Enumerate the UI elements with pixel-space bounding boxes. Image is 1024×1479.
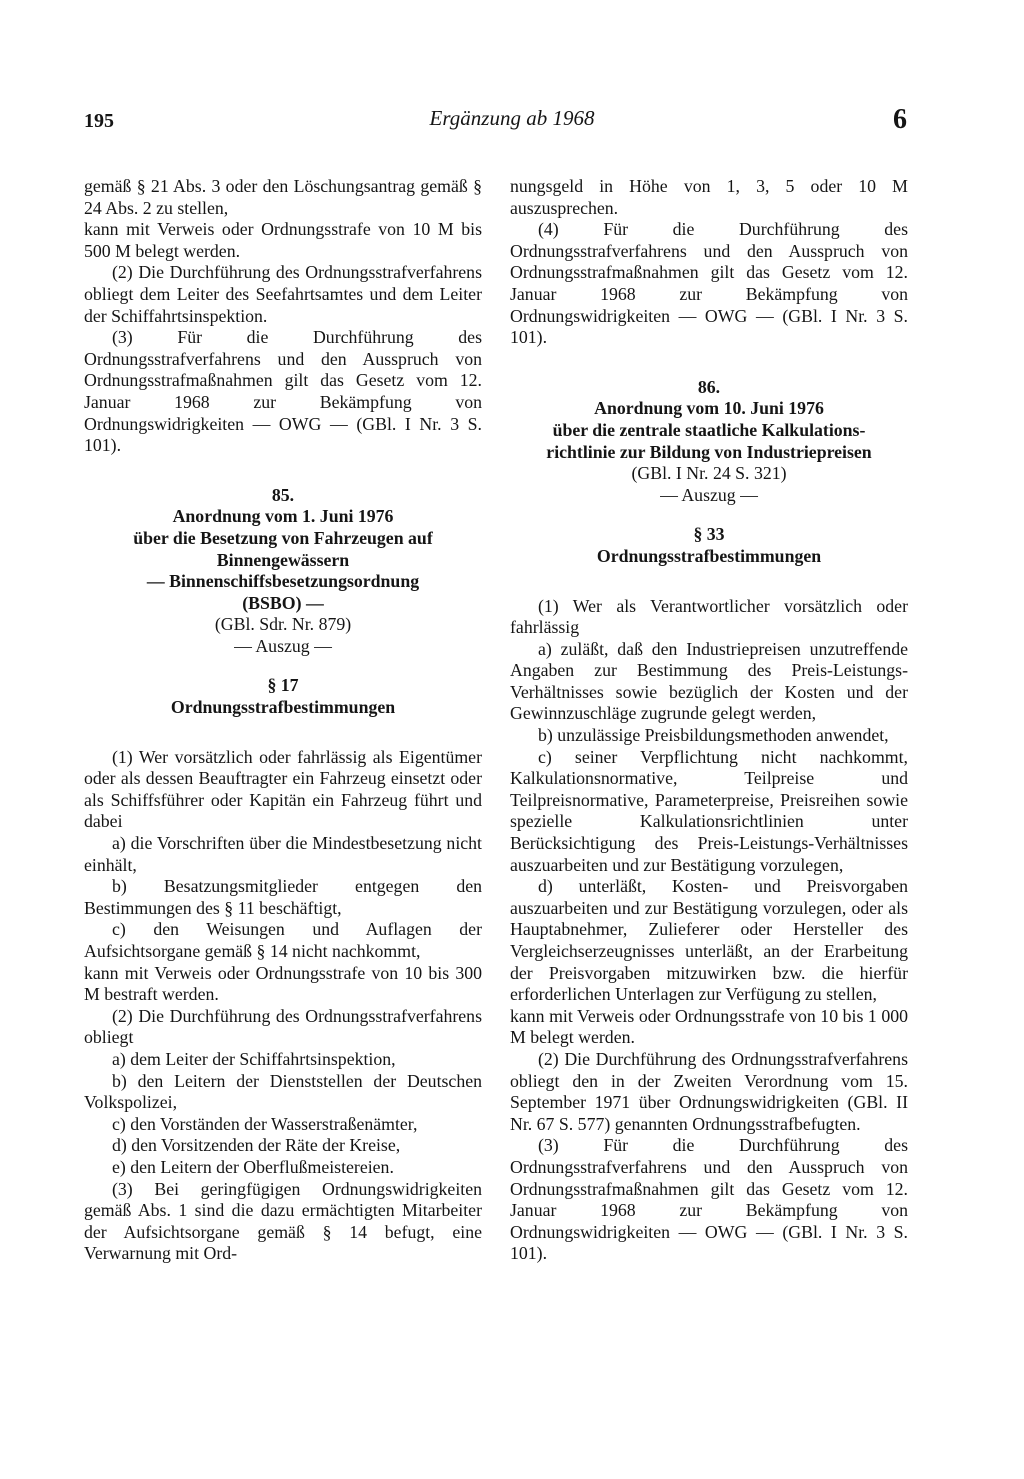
list-item: c) seiner Verpflichtung nicht nachkommt, Kalkulationsnormative, Teilpreise und Teilpreisnormative, Parameterpreise, Preisreihen sowie spezielle Kalkulationsrichtlinien unter Berücksichtigung des Preis-Leistungs-Verhältnisses auszuarbeiten und zur Bestätigung vorzulegen, <box>510 746 908 875</box>
section-heading <box>84 675 482 718</box>
paragraph: kann mit Verweis oder Ordnungsstrafe von 10 bis 1 000 M belegt werden. <box>510 1005 908 1048</box>
list-item: c) den Weisungen und Auflagen der Aufsichtsorgane gemäß § 14 nicht nachkommt, <box>84 919 482 961</box>
act-excerpt-note: — Auszug — <box>234 635 332 656</box>
list-item: d) unterläßt, Kosten- und Preisvorgaben auszuarbeiten und zur Bestätigung vorzulegen, oder als Hauptabnehmer, Zulieferer oder Hersteller des Vergleichserzeugnisses unterläßt, an der Erarbeitung der Preisvorgaben mitzuwirken bzw. die hierfür erforderlichen Unterlagen zur Verfügung zu stellen, <box>510 876 908 1005</box>
act-number: 86. <box>697 376 721 397</box>
page-header <box>0 104 1024 140</box>
act-title-line: — Binnenschiffsbesetzungsordnung <box>146 571 420 592</box>
list-item: a) die Vorschriften über die Mindestbesetzung nicht einhält, <box>84 833 482 875</box>
paragraph: (2) Die Durchführung des Ordnungsstrafverfahrens obliegt den in der Zweiten Verordnung vom 15. September 1971 über Ordnungswidrigkeiten (GBl. II Nr. 67 S. 577) genannten Ordnungsstrafbefugten. <box>510 1048 908 1134</box>
act-source: (GBl. I Nr. 24 S. 321) <box>631 463 787 484</box>
list-item: e) den Leitern der Oberflußmeistereien. <box>112 1156 394 1177</box>
section-title: Ordnungsstrafbestimmungen <box>170 697 396 718</box>
paragraph: nungsgeld in Höhe von 1, 3, 5 oder 10 M auszusprechen. <box>510 176 908 218</box>
list-item: c) den Vorständen der Wasserstraßenämter, <box>112 1113 418 1134</box>
list-item: a) dem Leiter der Schiffahrtsinspektion, <box>112 1048 396 1069</box>
section-title: Ordnungsstrafbestimmungen <box>596 545 822 566</box>
act-title-line: über die zentrale staatliche Kalkulations- <box>552 419 866 440</box>
act-title-line: richtlinie zur Bildung von Industriepreisen <box>546 441 872 462</box>
page-number: 195 <box>84 110 114 132</box>
left-column <box>84 176 482 1265</box>
list-item: b) Besatzungsmitglieder entgegen den Bestimmungen des § 11 beschäftigt, <box>84 876 482 918</box>
right-column <box>510 176 908 1265</box>
act-number: 85. <box>271 484 295 505</box>
section-number: 6 <box>893 104 907 135</box>
running-title: Ergänzung ab 1968 <box>429 106 595 130</box>
act-title-line: Binnengewässern <box>216 549 350 570</box>
paragraph: (3) Bei geringfügigen Ordnungswidrigkeiten gemäß Abs. 1 sind die dazu ermächtigten Mitarbeiter der Aufsichtsorgane gemäß § 14 befugt, eine Verwarnung mit Ord- <box>84 1178 482 1264</box>
paragraph: (3) Für die Durchführung des Ordnungsstrafverfahrens und den Ausspruch von Ordnungsstrafmaßnahmen gilt das Gesetz vom 12. Januar 1968 zur Bekämpfung von Ordnungswidrigkeiten — OWG — (GBl. I Nr. 3 S. 101). <box>510 1135 908 1264</box>
list-item: a) zuläßt, daß den Industriepreisen unzutreffende Angaben zur Bestimmung des Preis-Leistungs-Verhältnisses sowie bezüglich der Kosten und der Gewinnzuschläge zugrunde gelegt werden, <box>510 638 908 724</box>
paragraph: (4) Für die Durchführung des Ordnungsstrafverfahrens und den Ausspruch von Ordnungsstrafmaßnahmen gilt das Gesetz vom 12. Januar 1968 zur Bekämpfung von Ordnungswidrigkeiten — OWG — (GBl. I Nr. 3 S. 101). <box>510 219 908 348</box>
act-heading <box>84 485 482 658</box>
paragraph: (1) Wer als Verantwortlicher vorsätzlich oder fahrlässig <box>510 595 908 638</box>
paragraph: (1) Wer vorsätzlich oder fahrlässig als Eigentümer oder als dessen Beauftragter ein Fahrzeug einsetzt oder als Schiffsführer oder Kapitän ein Fahrzeug führt und dabei <box>84 746 482 832</box>
act-title-line: (BSBO) — <box>242 592 324 613</box>
section-heading <box>510 524 908 567</box>
paragraph: gemäß § 21 Abs. 3 oder den Löschungsantrag gemäß § 24 Abs. 2 zu stellen, <box>84 176 482 218</box>
section-paragraph-number: § 17 <box>267 675 299 696</box>
list-item: d) den Vorsitzenden der Räte der Kreise, <box>112 1135 401 1156</box>
act-title-line: Anordnung vom 10. Juni 1976 <box>594 398 824 419</box>
act-title-line: Anordnung vom 1. Juni 1976 <box>172 506 394 527</box>
list-item: b) unzulässige Preisbildungsmethoden anwendet, <box>538 725 889 746</box>
list-item: b) den Leitern der Dienststellen der Deutschen Volkspolizei, <box>84 1070 482 1113</box>
paragraph: kann mit Verweis oder Ordnungsstrafe von 10 M bis 500 M belegt werden. <box>84 219 482 261</box>
paragraph: (2) Die Durchführung des Ordnungsstrafverfahrens obliegt dem Leiter des Seefahrtsamtes und dem Leiter der Schiffahrtsinspektion. <box>84 262 482 326</box>
act-source: (GBl. Sdr. Nr. 879) <box>214 614 352 635</box>
paragraph: (3) Für die Durchführung des Ordnungsstrafverfahrens und den Ausspruch von Ordnungsstrafmaßnahmen gilt das Gesetz vom 12. Januar 1968 zur Bekämpfung von Ordnungswidrigkeiten — OWG — (GBl. I Nr. 3 S. 101). <box>84 327 482 456</box>
act-excerpt-note: — Auszug — <box>660 484 758 505</box>
paragraph: (2) Die Durchführung des Ordnungsstrafverfahrens obliegt <box>84 1005 482 1048</box>
section-paragraph-number: § 33 <box>693 524 725 545</box>
paragraph: kann mit Verweis oder Ordnungsstrafe von 10 bis 300 M bestraft werden. <box>84 962 482 1005</box>
act-heading <box>510 377 908 507</box>
act-title-line: über die Besetzung von Fahrzeugen auf <box>133 527 433 548</box>
